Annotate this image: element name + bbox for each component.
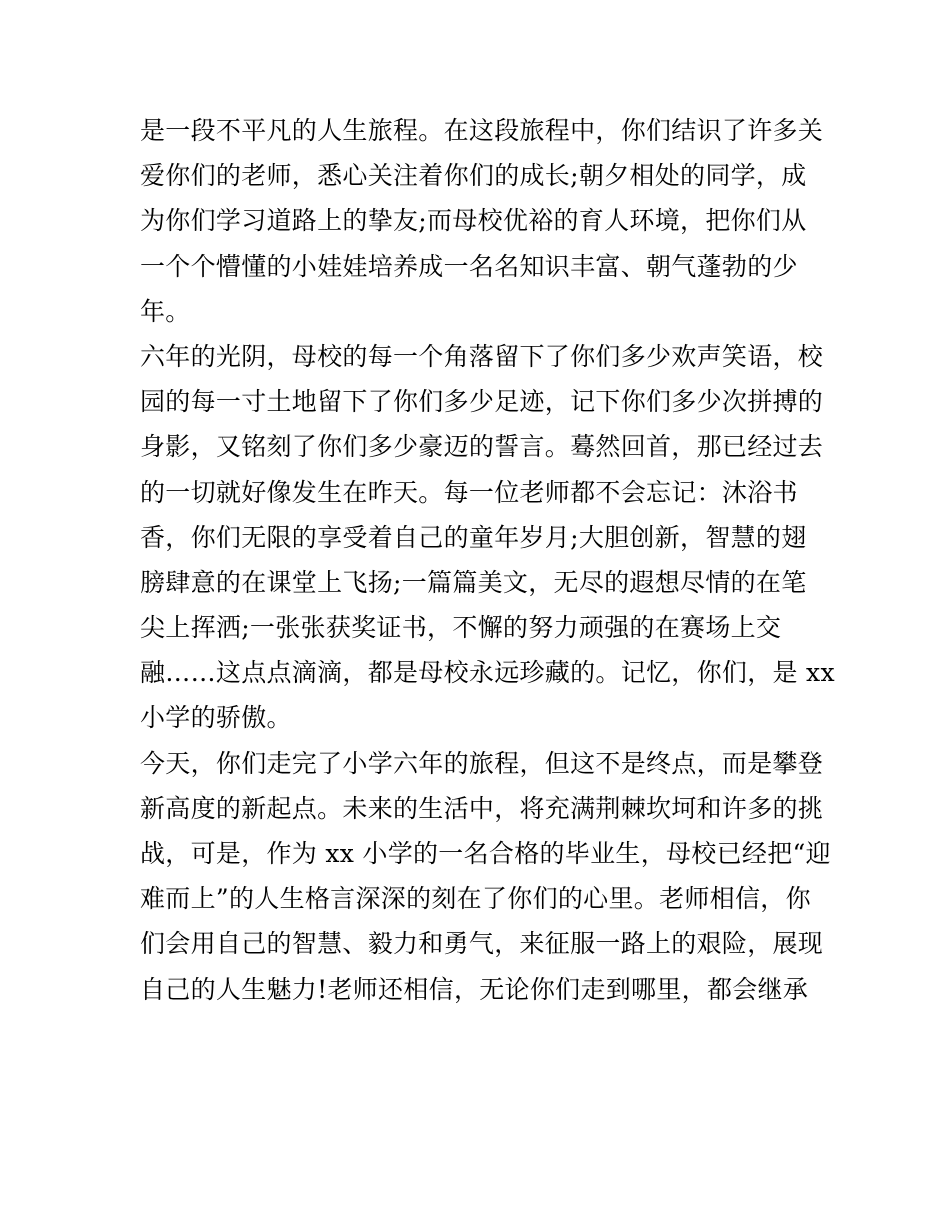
text-line: 自己的人生魅力!老师还相信，无论你们走到哪里，都会继承 <box>140 974 809 1004</box>
text-line: 膀肆意的在课堂上飞扬;一篇篇美文，无尽的遐想尽情的在笔 <box>140 567 807 597</box>
text-line: 身影，又铭刻了你们多少豪迈的誓言。蓦然回首，那已经过去 <box>140 432 824 462</box>
text-line: 一个个懵懂的小娃娃培养成一名名知识丰富、朝气蓬勃的少 <box>140 251 798 281</box>
text-line: 新高度的新起点。未来的生活中，将充满荆棘坎坷和许多的挑 <box>140 793 824 823</box>
text-line: 为你们学习道路上的挚友;而母校优裕的育人环境，把你们从 <box>140 206 807 236</box>
text-line: 香，你们无限的享受着自己的童年岁月;大胆创新，智慧的翅 <box>140 522 807 552</box>
text-line: 年。 <box>140 296 191 326</box>
text-line: 融……这点点滴滴，都是母校永远珍藏的。记忆，你们，是 xx <box>140 658 835 688</box>
text-line: 是一段不平凡的人生旅程。在这段旅程中，你们结识了许多关 <box>140 116 824 145</box>
paragraph <box>140 741 831 1012</box>
text-line: 的一切就好像发生在昨天。每一位老师都不会忘记：沐浴书 <box>140 477 798 507</box>
text-line: 园的每一寸土地留下了你们多少足迹，记下你们多少次拼搏的 <box>140 387 824 417</box>
document-body <box>140 108 835 1012</box>
paragraph <box>140 108 824 334</box>
text-line: 尖上挥洒;一张张获奖证书，不懈的努力顽强的在赛场上交 <box>140 613 782 643</box>
text-line: 们会用自己的智慧、毅力和勇气，来征服一路上的艰险，展现 <box>140 929 824 959</box>
text-line: 六年的光阴，母校的每一个角落留下了你们多少欢声笑语，校 <box>140 341 824 371</box>
text-line: 今天，你们走完了小学六年的旅程，但这不是终点，而是攀登 <box>140 748 824 778</box>
text-line: 爱你们的老师，悉心关注着你们的成长;朝夕相处的同学，成 <box>140 161 807 191</box>
text-line: 战，可是，作为 xx 小学的一名合格的毕业生，母校已经把“迎 <box>140 839 831 868</box>
paragraph <box>140 334 835 741</box>
text-line: 小学的骄傲。 <box>140 703 292 733</box>
text-line: 难而上”的人生格言深深的刻在了你们的心里。老师相信，你 <box>140 884 811 914</box>
